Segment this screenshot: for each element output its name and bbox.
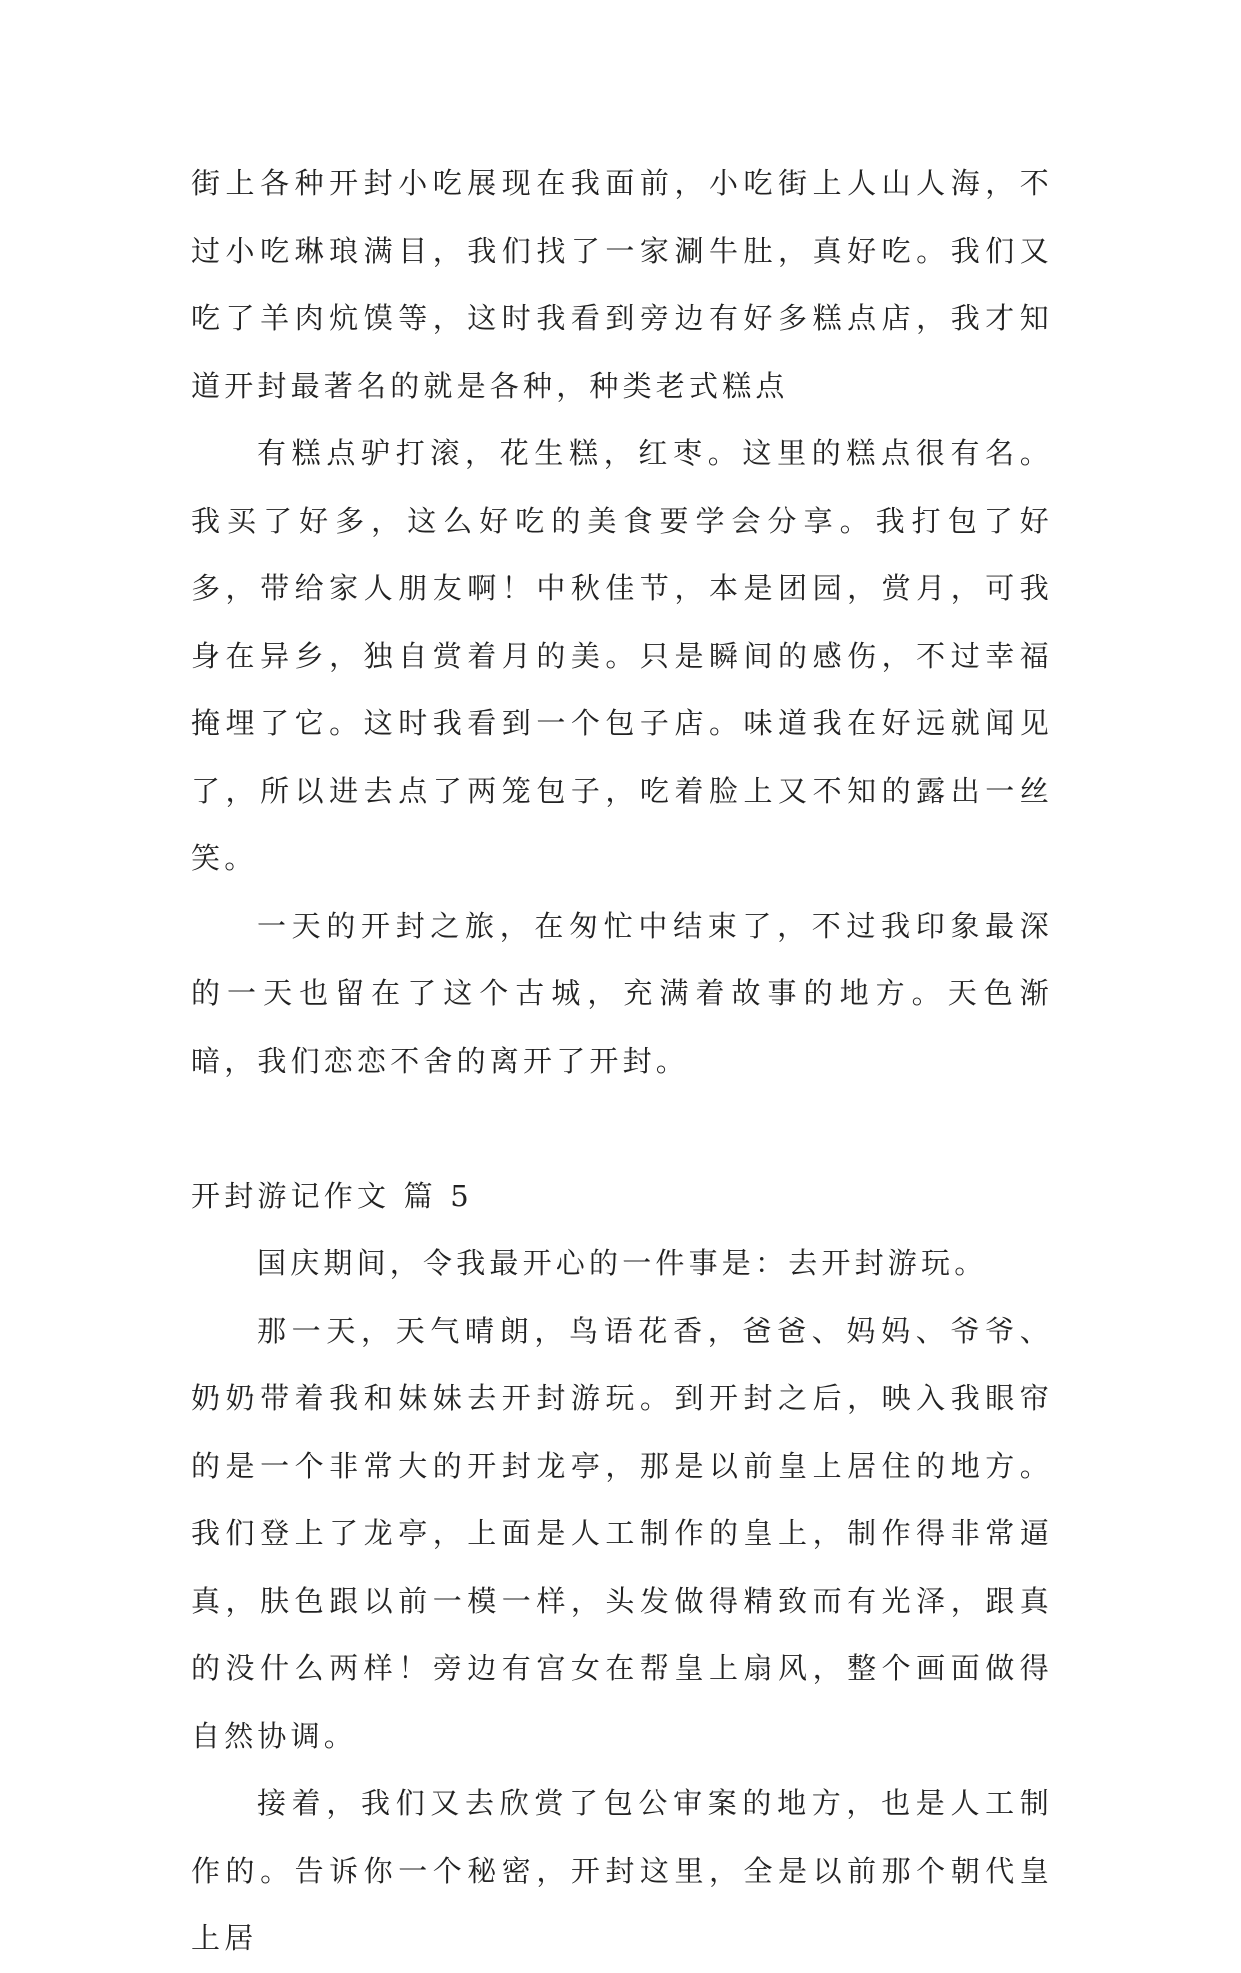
section-heading: 开封游记作文 篇 5 <box>191 1178 473 1213</box>
paragraph-national-day: 国庆期间，令我最开心的一件事是：去开封游玩。 <box>257 1246 988 1280</box>
document-page <box>191 150 1053 1973</box>
paragraph-trip-end: 一天的开封之旅，在匆忙中结束了，不过我印象最深的一天也留在了这个古城，充满着故事的地方。天色渐暗，我们恋恋不舍的离开了开封。 <box>191 908 1053 1078</box>
paragraph-bao-gong: 接着，我们又去欣赏了包公审案的地方，也是人工制作的。告诉你一个秘密，开封这里，全是以前那个朝代皇上居 <box>191 1786 1053 1955</box>
paragraph-snack-street: 街上各种开封小吃展现在我面前，小吃街上人山人海，不过小吃琳琅满目，我们找了一家涮牛肚，真好吃。我们又吃了羊肉炕馍等，这时我看到旁边有好多糕点店，我才知道开封最著名的就是各种，种类老式糕点 <box>191 166 1053 403</box>
paragraph-dragon-pavilion: 那一天，天气晴朗，鸟语花香，爸爸、妈妈、爷爷、奶奶带着我和妹妹去开封游玩。到开封之后，映入我眼帘的是一个非常大的开封龙亭，那是以前皇上居住的地方。我们登上了龙亭，上面是人工制作的皇上，制作得非常逼真，肤色跟以前一模一样，头发做得精致而有光泽，跟真的没什么两样！旁边有宫女在帮皇上扇风，整个画面做得自然协调。 <box>191 1313 1053 1753</box>
paragraph-pastries: 有糕点驴打滚，花生糕，红枣。这里的糕点很有名。我买了好多，这么好吃的美食要学会分享。我打包了好多，带给家人朋友啊！中秋佳节，本是团园，赏月，可我身在异乡，独自赏着月的美。只是瞬间的感伤，不过幸福掩埋了它。这时我看到一个包子店。味道我在好远就闻见了，所以进去点了两笼包子，吃着脸上又不知的露出一丝笑。 <box>191 436 1053 875</box>
section-spacer <box>191 1095 1053 1163</box>
